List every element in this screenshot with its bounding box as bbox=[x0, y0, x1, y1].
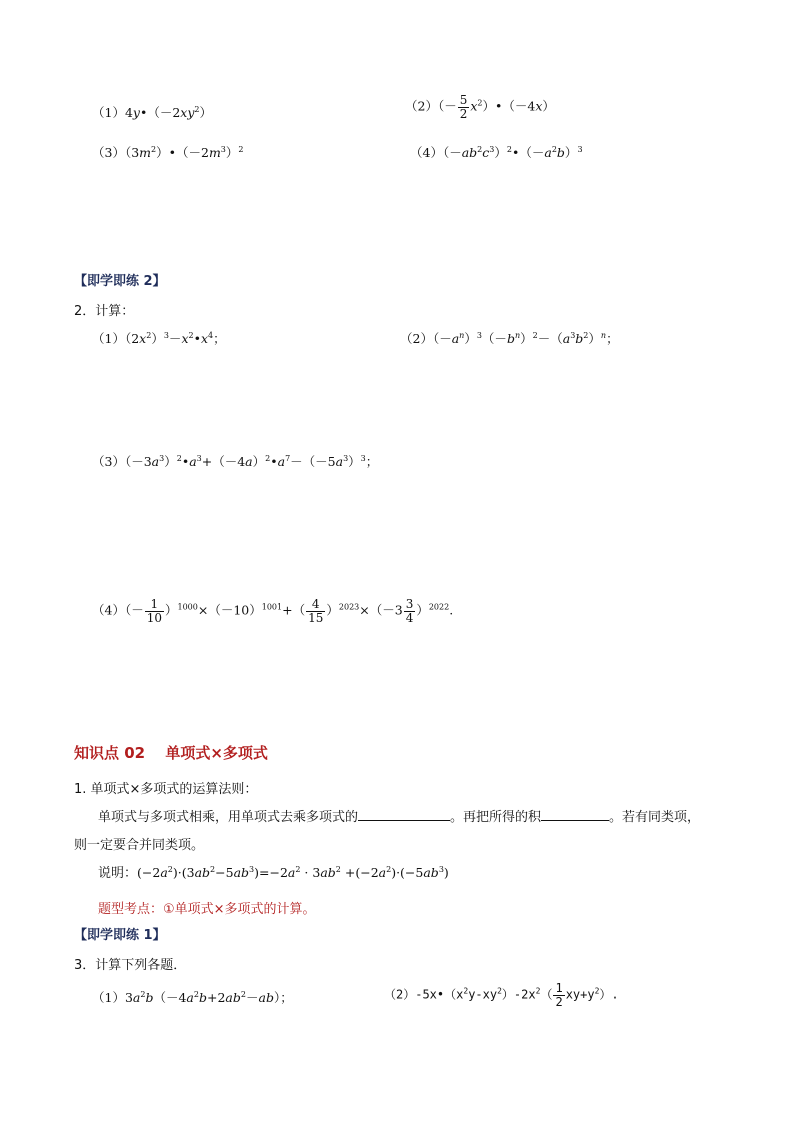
practice-2-q3: $(3)(-3a^3)^2•a^3+(-4a)^2•a^7-(-5a^3)^3$； bbox=[92, 454, 379, 469]
problem-3: $(3)(3m^2)•(-2m^3)^2$ bbox=[92, 145, 244, 160]
practice-2-title: 【即学即练 2】 bbox=[74, 274, 166, 289]
practice-1-heading: 3．计算下列各题． bbox=[74, 958, 187, 973]
blank-1 bbox=[358, 808, 450, 821]
practice-2-q4: （4）（－ $\frac{1}{10}$ ）$^{1000}\times(-10)^{1001}+$（ $\frac{4}{15}$ ）$^{2023}$×（－3 $\frac{3}{4}$ ）$^{2022}$. bbox=[92, 597, 454, 625]
rule-line-1: 单项式与多项式相乘，用单项式去乘多项式的 。再把所得的积 。若有同类项， bbox=[98, 810, 701, 825]
fraction-5-2: $\frac{5}{2}$ bbox=[459, 93, 468, 121]
problem-4: $(4)(-ab^2c^3)^2•(-a^2b)^3$ bbox=[410, 145, 583, 160]
rule-line-2: 则一定要合并同类项。 bbox=[74, 838, 205, 853]
rule-heading: 1. 单项式×多项式的运算法则： bbox=[74, 782, 258, 797]
practice-2-q1: $(1)(2x^2)^3-x^2•x^4$； bbox=[92, 331, 226, 346]
section-title: 知识点 02 单项式×多项式 bbox=[74, 744, 268, 762]
practice-1-q2: $(2)-5x•(x^2y-xy^2)-2x^2$（ $\frac{1}{2}$ $xy+y^2$）. bbox=[384, 981, 619, 1009]
type-point: 题型考点：①单项式×多项式的计算。 bbox=[98, 902, 316, 917]
problem-2: （2）（－ $\frac{5}{2}$ $x^2)•(-4x)$ bbox=[405, 93, 555, 121]
problem-1: $(1)4y•(-2xy^2)$ bbox=[92, 105, 213, 120]
practice-2-q2: $(2)(-a^n)^3(-b^n)^2-(a^3b^2)^n$； bbox=[400, 331, 619, 346]
note-line: 说明：$(-2a^2)\cdot(3ab^2-5ab^3)=-2a^2 \cdot 3ab^2 +(-2a^2)\cdot(-5ab^3)$ bbox=[98, 865, 449, 881]
blank-2 bbox=[541, 808, 609, 821]
practice-2-heading: 2．计算： bbox=[74, 304, 135, 319]
practice-1-q1: $(1)3a^2b(-4a^2b+2ab^2-ab)$； bbox=[92, 990, 293, 1005]
practice-1-title: 【即学即练 1】 bbox=[74, 928, 166, 943]
